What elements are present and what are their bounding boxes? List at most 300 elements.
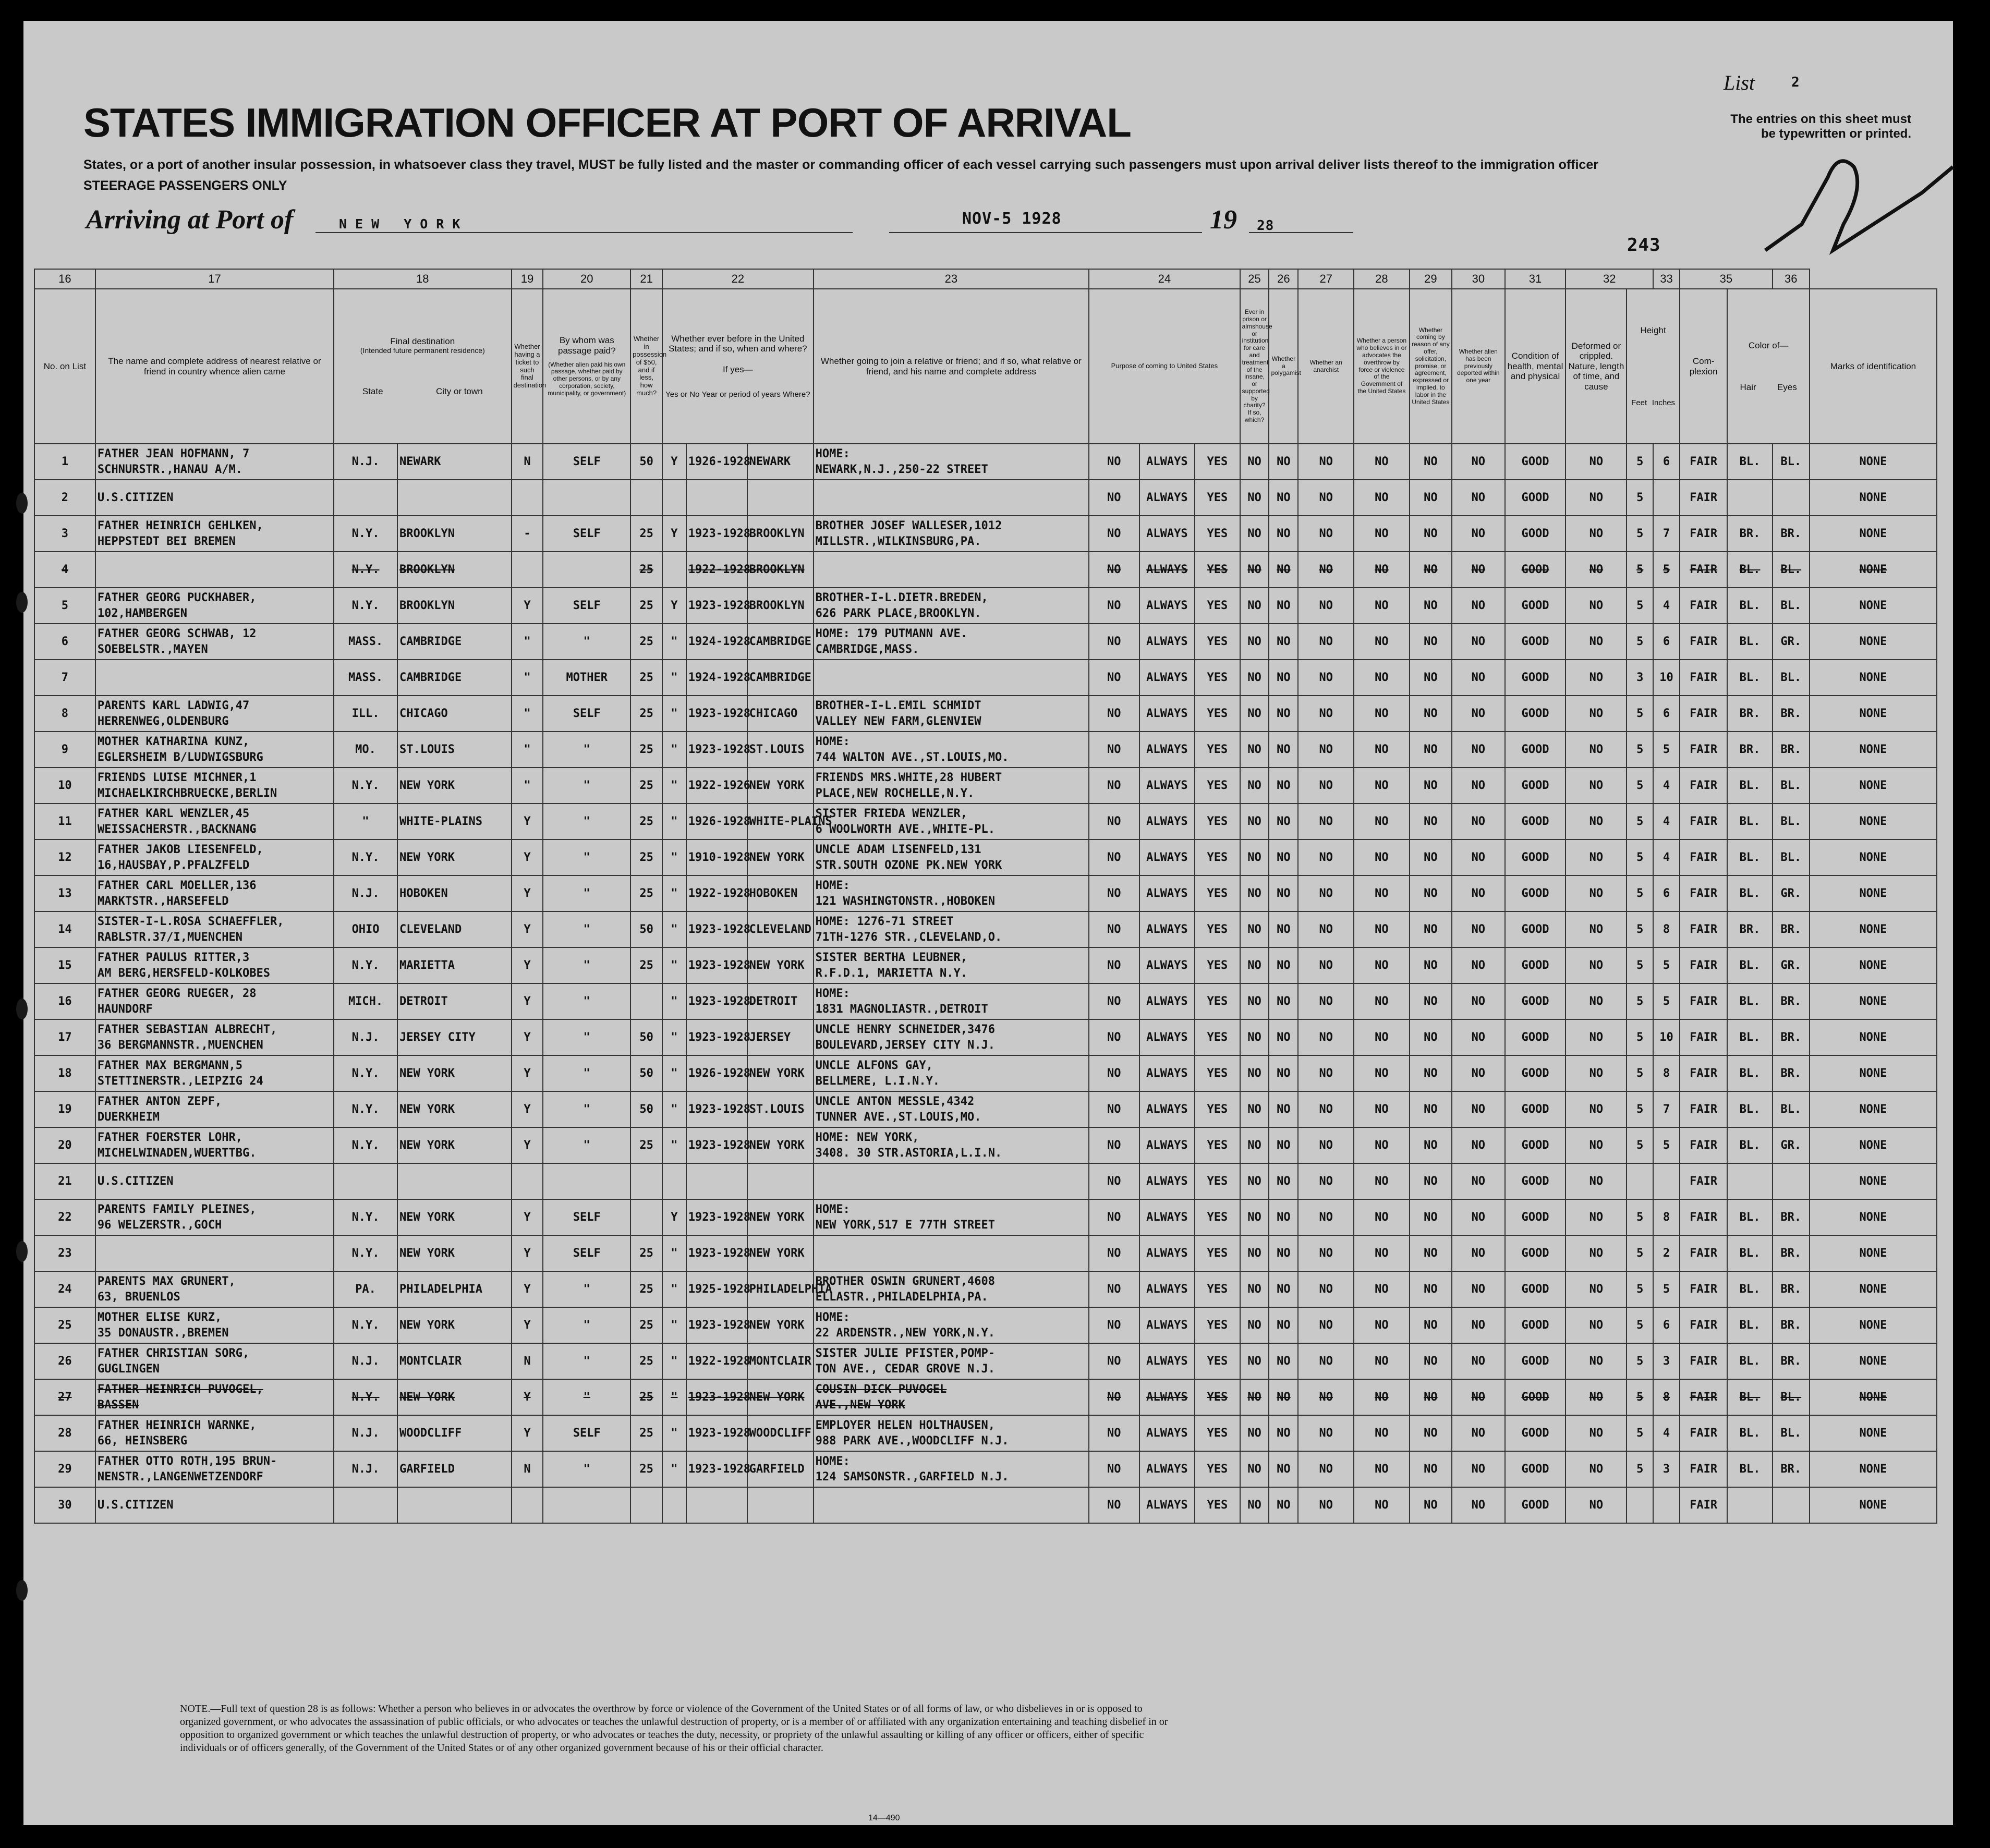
- nearest-relative-line: HERRENWEG,OLDENBURG: [97, 714, 229, 728]
- cell-nearest-relative: [95, 660, 334, 696]
- cell-hair: [1727, 1163, 1772, 1199]
- cell-years-before: 1923-1928: [686, 911, 747, 947]
- passenger-row: [34, 444, 1937, 480]
- cell-been-before: ": [662, 660, 686, 696]
- cell-marks: NONE: [1810, 1343, 1937, 1379]
- cell-height-feet: 5: [1627, 1055, 1653, 1091]
- cell-been-before: ": [662, 1019, 686, 1055]
- cell-purpose-b: ALWAYS: [1139, 1307, 1195, 1343]
- cell-years-before: 1923-1928: [686, 1379, 747, 1415]
- cell-hair: BL.: [1727, 768, 1772, 804]
- joining-relative-line: UNCLE ADAM LISENFELD,131: [815, 843, 981, 856]
- cell-nearest-relative: [95, 624, 334, 660]
- cell-destination-city: NEW YORK: [397, 1091, 511, 1127]
- cell-eyes: GR.: [1773, 947, 1810, 983]
- nearest-relative-line: FATHER OTTO ROTH,195 BRUN-: [97, 1454, 277, 1468]
- cell-marks: NONE: [1810, 947, 1937, 983]
- cell-been-before: ": [662, 876, 686, 911]
- cell-marks: NONE: [1810, 1271, 1937, 1307]
- cell-q29: NO: [1410, 1343, 1452, 1379]
- cell-q25: NO: [1240, 1271, 1269, 1307]
- cell-complexion: FAIR: [1680, 1055, 1727, 1091]
- joining-relative-line: 71TH-1276 STR.,CLEVELAND,O.: [815, 930, 1002, 944]
- passenger-row: [34, 1379, 1937, 1415]
- cell-row-number: 17: [34, 1019, 95, 1055]
- cell-purpose-c: YES: [1195, 911, 1240, 947]
- cell-q26: NO: [1269, 947, 1298, 983]
- cell-where-before: BROOKLYN: [747, 552, 814, 588]
- cell-q29: NO: [1410, 1055, 1452, 1091]
- header-no-on-list: No. on List: [34, 289, 95, 444]
- cell-joining-relative: [814, 1235, 1089, 1271]
- cell-complexion: FAIR: [1680, 1091, 1727, 1127]
- cell-purpose-c: YES: [1195, 732, 1240, 768]
- cell-passage-paid-by: ": [543, 1271, 630, 1307]
- nearest-relative-line: FATHER FOERSTER LOHR,: [97, 1130, 242, 1144]
- joining-relative-line: R.F.D.1, MARIETTA N.Y.: [815, 966, 968, 980]
- cell-eyes: BR.: [1773, 732, 1810, 768]
- cell-q28: NO: [1354, 1415, 1410, 1451]
- cell-q25: NO: [1240, 444, 1269, 480]
- form-number: 14—490: [868, 1814, 900, 1822]
- cell-purpose-b: ALWAYS: [1139, 768, 1195, 804]
- cell-purpose-c: YES: [1195, 1163, 1240, 1199]
- cell-nearest-relative: [95, 696, 334, 732]
- joining-relative-line: 22 ARDENSTR.,NEW YORK,N.Y.: [815, 1326, 996, 1340]
- cell-q30: NO: [1452, 552, 1505, 588]
- cell-eyes: [1773, 480, 1810, 516]
- cell-health: GOOD: [1505, 768, 1566, 804]
- cell-q26: NO: [1269, 876, 1298, 911]
- cell-deformed: NO: [1566, 1271, 1627, 1307]
- cell-purpose-b: ALWAYS: [1139, 1379, 1195, 1415]
- cell-row-number: 20: [34, 1127, 95, 1163]
- cell-height-inches: 4: [1653, 1415, 1680, 1451]
- cell-purpose-b: ALWAYS: [1139, 1451, 1195, 1487]
- cell-ticket: [512, 1487, 543, 1523]
- cell-q28: NO: [1354, 947, 1410, 983]
- nearest-relative-line: SISTER-I-L.ROSA SCHAEFFLER,: [97, 915, 284, 928]
- cell-hair: BR.: [1727, 516, 1772, 552]
- cell-q28: NO: [1354, 840, 1410, 876]
- joining-relative-line: HOME:: [815, 1202, 850, 1216]
- joining-relative-line: 121 WASHINGTONSTR.,HOBOKEN: [815, 894, 996, 908]
- cell-where-before: WOODCLIFF: [747, 1415, 814, 1451]
- cell-hair: BL.: [1727, 876, 1772, 911]
- nearest-relative-line: U.S.CITIZEN: [97, 1174, 174, 1188]
- cell-q25: NO: [1240, 1019, 1269, 1055]
- cell-money: 25: [630, 1235, 662, 1271]
- cell-q27: NO: [1298, 552, 1354, 588]
- cell-health: GOOD: [1505, 804, 1566, 840]
- cell-q26: NO: [1269, 444, 1298, 480]
- cell-where-before: [747, 480, 814, 516]
- cell-money: 25: [630, 732, 662, 768]
- cell-joining-relative: [814, 1307, 1089, 1343]
- cell-destination-state: N.J.: [334, 444, 397, 480]
- cell-marks: NONE: [1810, 1091, 1937, 1127]
- cell-joining-relative: [814, 624, 1089, 660]
- cell-q30: NO: [1452, 1307, 1505, 1343]
- cell-marks: NONE: [1810, 624, 1937, 660]
- cell-row-number: 1: [34, 444, 95, 480]
- cell-purpose-c: YES: [1195, 624, 1240, 660]
- cell-q28: NO: [1354, 1091, 1410, 1127]
- cell-health: GOOD: [1505, 1307, 1566, 1343]
- cell-money: 50: [630, 911, 662, 947]
- cell-q27: NO: [1298, 1451, 1354, 1487]
- cell-q29: NO: [1410, 444, 1452, 480]
- cell-years-before: 1923-1928: [686, 1127, 747, 1163]
- cell-complexion: FAIR: [1680, 947, 1727, 983]
- cell-q29: NO: [1410, 1019, 1452, 1055]
- cell-eyes: BR.: [1773, 1271, 1810, 1307]
- cell-money: 25: [630, 660, 662, 696]
- joining-relative-line: 626 PARK PLACE,BROOKLYN.: [815, 606, 981, 620]
- cell-q25: NO: [1240, 768, 1269, 804]
- cell-q30: NO: [1452, 1415, 1505, 1451]
- cell-health: GOOD: [1505, 1163, 1566, 1199]
- cell-purpose-c: YES: [1195, 480, 1240, 516]
- cell-q26: NO: [1269, 732, 1298, 768]
- cell-nearest-relative: [95, 983, 334, 1019]
- cell-purpose-b: ALWAYS: [1139, 804, 1195, 840]
- cell-eyes: BL.: [1773, 660, 1810, 696]
- cell-q28: NO: [1354, 876, 1410, 911]
- cell-complexion: FAIR: [1680, 624, 1727, 660]
- cell-been-before: ": [662, 624, 686, 660]
- cell-money: 25: [630, 624, 662, 660]
- cell-hair: BR.: [1727, 911, 1772, 947]
- cell-health: GOOD: [1505, 1199, 1566, 1235]
- cell-q29: NO: [1410, 1163, 1452, 1199]
- nearest-relative-line: WEISSACHERSTR.,BACKNANG: [97, 822, 257, 836]
- cell-where-before: JERSEY: [747, 1019, 814, 1055]
- cell-eyes: BL.: [1773, 1091, 1810, 1127]
- cell-been-before: Y: [662, 444, 686, 480]
- cell-q27: NO: [1298, 876, 1354, 911]
- cell-purpose-c: YES: [1195, 768, 1240, 804]
- cell-height-inches: 5: [1653, 947, 1680, 983]
- cell-destination-state: N.Y.: [334, 588, 397, 624]
- cell-ticket: [512, 480, 543, 516]
- cell-purpose-a: NO: [1089, 624, 1139, 660]
- cell-health: GOOD: [1505, 696, 1566, 732]
- cell-marks: NONE: [1810, 660, 1937, 696]
- cell-health: GOOD: [1505, 1343, 1566, 1379]
- cell-money: 25: [630, 840, 662, 876]
- cell-purpose-b: ALWAYS: [1139, 1343, 1195, 1379]
- cell-q26: NO: [1269, 588, 1298, 624]
- cell-where-before: ST.LOUIS: [747, 1091, 814, 1127]
- manifest-table: [34, 269, 1937, 1524]
- cell-where-before: CHICAGO: [747, 696, 814, 732]
- page-title: STATES IMMIGRATION OFFICER AT PORT OF ARRIVAL: [83, 100, 1131, 145]
- cell-purpose-c: YES: [1195, 1379, 1240, 1415]
- date-line: [889, 232, 1202, 233]
- cell-q25: NO: [1240, 516, 1269, 552]
- cell-passage-paid-by: ": [543, 1127, 630, 1163]
- header-deformed: Deformed or crippled. Nature, length of time, and cause: [1566, 289, 1627, 444]
- joining-relative-line: TUNNER AVE.,ST.LOUIS,MO.: [815, 1110, 981, 1124]
- cell-nearest-relative: [95, 1163, 334, 1199]
- cell-purpose-a: NO: [1089, 552, 1139, 588]
- header-color-of: Color of— Hair Eyes: [1727, 289, 1810, 444]
- cell-health: GOOD: [1505, 732, 1566, 768]
- cell-q30: NO: [1452, 588, 1505, 624]
- cell-destination-city: NEW YORK: [397, 1235, 511, 1271]
- cell-purpose-c: YES: [1195, 1019, 1240, 1055]
- cell-destination-state: N.Y.: [334, 1091, 397, 1127]
- cell-money: 25: [630, 1271, 662, 1307]
- passenger-row: [34, 1055, 1937, 1091]
- cell-health: GOOD: [1505, 1271, 1566, 1307]
- cell-nearest-relative: [95, 1343, 334, 1379]
- cell-health: GOOD: [1505, 1415, 1566, 1451]
- joining-relative-line: HOME:: [815, 987, 850, 1000]
- cell-ticket: ": [512, 696, 543, 732]
- cell-eyes: BR.: [1773, 1199, 1810, 1235]
- cell-health: GOOD: [1505, 983, 1566, 1019]
- cell-purpose-a: NO: [1089, 1415, 1139, 1451]
- cell-where-before: HOBOKEN: [747, 876, 814, 911]
- nearest-relative-line: FATHER MAX BERGMANN,5: [97, 1059, 242, 1072]
- cell-q25: NO: [1240, 696, 1269, 732]
- cell-purpose-c: YES: [1195, 983, 1240, 1019]
- cell-money: 25: [630, 516, 662, 552]
- cell-purpose-a: NO: [1089, 1199, 1139, 1235]
- cell-purpose-c: YES: [1195, 588, 1240, 624]
- nearest-relative-line: U.S.CITIZEN: [97, 1498, 174, 1512]
- nearest-relative-line: 66, HEINSBERG: [97, 1434, 188, 1448]
- cell-purpose-a: NO: [1089, 1379, 1139, 1415]
- cell-money: 25: [630, 696, 662, 732]
- cell-q29: NO: [1410, 1415, 1452, 1451]
- cell-row-number: 10: [34, 768, 95, 804]
- cell-q28: NO: [1354, 1451, 1410, 1487]
- cell-row-number: 11: [34, 804, 95, 840]
- cell-been-before: ": [662, 947, 686, 983]
- cell-health: GOOD: [1505, 1091, 1566, 1127]
- nearest-relative-line: HEPPSTEDT BEI BREMEN: [97, 534, 236, 548]
- cell-q26: NO: [1269, 1163, 1298, 1199]
- cell-money: 25: [630, 947, 662, 983]
- cell-marks: NONE: [1810, 1199, 1937, 1235]
- cell-joining-relative: [814, 1487, 1089, 1523]
- cell-purpose-b: ALWAYS: [1139, 444, 1195, 480]
- cell-hair: BL.: [1727, 1019, 1772, 1055]
- nearest-relative-line: FATHER PAULUS RITTER,3: [97, 951, 250, 964]
- cell-q28: NO: [1354, 660, 1410, 696]
- joining-relative-line: ELLASTR.,PHILADELPHIA,PA.: [815, 1290, 988, 1304]
- cell-hair: BL.: [1727, 444, 1772, 480]
- cell-passage-paid-by: ": [543, 840, 630, 876]
- cell-purpose-b: ALWAYS: [1139, 876, 1195, 911]
- passenger-row: [34, 1451, 1937, 1487]
- cell-complexion: FAIR: [1680, 1127, 1727, 1163]
- cell-row-number: 19: [34, 1091, 95, 1127]
- cell-q26: NO: [1269, 516, 1298, 552]
- cell-destination-city: [397, 1163, 511, 1199]
- cell-row-number: 7: [34, 660, 95, 696]
- cell-joining-relative: [814, 768, 1089, 804]
- cell-passage-paid-by: SELF: [543, 588, 630, 624]
- nearest-relative-line: FATHER SEBASTIAN ALBRECHT,: [97, 1023, 277, 1036]
- passenger-row: [34, 1307, 1937, 1343]
- cell-been-before: ": [662, 1091, 686, 1127]
- cell-ticket: Y: [512, 840, 543, 876]
- cell-height-feet: 5: [1627, 696, 1653, 732]
- cell-eyes: BR.: [1773, 1307, 1810, 1343]
- cell-health: GOOD: [1505, 480, 1566, 516]
- cell-q25: NO: [1240, 1379, 1269, 1415]
- binding-hole: [16, 493, 28, 514]
- cell-passage-paid-by: [543, 1163, 630, 1199]
- cell-q29: NO: [1410, 1379, 1452, 1415]
- cell-eyes: GR.: [1773, 876, 1810, 911]
- cell-q28: NO: [1354, 983, 1410, 1019]
- cell-q30: NO: [1452, 804, 1505, 840]
- cell-years-before: 1922-1928: [686, 552, 747, 588]
- cell-hair: BL.: [1727, 1307, 1772, 1343]
- cell-years-before: 1923-1928: [686, 983, 747, 1019]
- cell-height-inches: 6: [1653, 1307, 1680, 1343]
- cell-hair: BL.: [1727, 588, 1772, 624]
- cell-deformed: NO: [1566, 1055, 1627, 1091]
- cell-joining-relative: [814, 1379, 1089, 1415]
- cell-q29: NO: [1410, 588, 1452, 624]
- cell-joining-relative: [814, 983, 1089, 1019]
- cell-complexion: FAIR: [1680, 1235, 1727, 1271]
- passenger-row: [34, 840, 1937, 876]
- cell-q25: NO: [1240, 947, 1269, 983]
- cell-destination-city: NEW YORK: [397, 1055, 511, 1091]
- cell-q26: NO: [1269, 1487, 1298, 1523]
- cell-marks: NONE: [1810, 983, 1937, 1019]
- cell-height-inches: 5: [1653, 983, 1680, 1019]
- cell-passage-paid-by: ": [543, 1019, 630, 1055]
- cell-joining-relative: [814, 696, 1089, 732]
- cell-years-before: 1923-1928: [686, 1415, 747, 1451]
- cell-ticket: Y: [512, 1091, 543, 1127]
- cell-marks: NONE: [1810, 840, 1937, 876]
- cell-years-before: 1923-1928: [686, 1199, 747, 1235]
- cell-purpose-b: ALWAYS: [1139, 947, 1195, 983]
- cell-purpose-c: YES: [1195, 696, 1240, 732]
- cell-q27: NO: [1298, 660, 1354, 696]
- cell-purpose-a: NO: [1089, 516, 1139, 552]
- cell-q28: NO: [1354, 1487, 1410, 1523]
- cell-q28: NO: [1354, 1019, 1410, 1055]
- passenger-row: [34, 1199, 1937, 1235]
- cell-purpose-a: NO: [1089, 444, 1139, 480]
- cell-q28: NO: [1354, 1163, 1410, 1199]
- cell-destination-city: MARIETTA: [397, 947, 511, 983]
- joining-relative-line: NEW YORK,517 E 77TH STREET: [815, 1218, 996, 1232]
- cell-marks: NONE: [1810, 444, 1937, 480]
- cell-nearest-relative: [95, 804, 334, 840]
- cell-destination-state: N.Y.: [334, 768, 397, 804]
- cell-destination-state: N.Y.: [334, 1235, 397, 1271]
- cell-height-feet: 5: [1627, 732, 1653, 768]
- cell-deformed: NO: [1566, 768, 1627, 804]
- nearest-relative-line: NENSTR.,LANGENWETZENDORF: [97, 1470, 263, 1484]
- cell-row-number: 14: [34, 911, 95, 947]
- cell-nearest-relative: [95, 1379, 334, 1415]
- cell-height-inches: 6: [1653, 696, 1680, 732]
- cell-deformed: NO: [1566, 1415, 1627, 1451]
- nearest-relative-line: FATHER HEINRICH GEHLKEN,: [97, 519, 263, 532]
- binding-hole: [16, 999, 28, 1019]
- cell-passage-paid-by: SELF: [543, 1199, 630, 1235]
- cell-complexion: FAIR: [1680, 1343, 1727, 1379]
- cell-deformed: NO: [1566, 840, 1627, 876]
- cell-passage-paid-by: [543, 552, 630, 588]
- cell-health: GOOD: [1505, 840, 1566, 876]
- cell-purpose-c: YES: [1195, 1271, 1240, 1307]
- cell-purpose-a: NO: [1089, 840, 1139, 876]
- cell-q30: NO: [1452, 1379, 1505, 1415]
- cell-q25: NO: [1240, 911, 1269, 947]
- cell-purpose-b: ALWAYS: [1139, 1091, 1195, 1127]
- cell-row-number: 23: [34, 1235, 95, 1271]
- cell-where-before: CAMBRIDGE: [747, 624, 814, 660]
- port-line: [316, 232, 853, 233]
- cell-been-before: ": [662, 983, 686, 1019]
- cell-passage-paid-by: ": [543, 1091, 630, 1127]
- cell-passage-paid-by: ": [543, 1343, 630, 1379]
- cell-health: GOOD: [1505, 588, 1566, 624]
- cell-where-before: NEW YORK: [747, 1199, 814, 1235]
- cell-q25: NO: [1240, 1055, 1269, 1091]
- cell-destination-city: CAMBRIDGE: [397, 660, 511, 696]
- cell-joining-relative: [814, 840, 1089, 876]
- joining-relative-line: VALLEY NEW FARM,GLENVIEW: [815, 714, 981, 728]
- cell-complexion: FAIR: [1680, 1307, 1727, 1343]
- nearest-relative-line: FATHER JAKOB LIESENFELD,: [97, 843, 263, 856]
- cell-purpose-b: ALWAYS: [1139, 911, 1195, 947]
- cell-where-before: NEW YORK: [747, 1055, 814, 1091]
- cell-q28: NO: [1354, 696, 1410, 732]
- cell-complexion: FAIR: [1680, 588, 1727, 624]
- cell-destination-city: JERSEY CITY: [397, 1019, 511, 1055]
- cell-destination-city: NEW YORK: [397, 1199, 511, 1235]
- cell-ticket: [512, 1163, 543, 1199]
- cell-height-inches: 8: [1653, 1055, 1680, 1091]
- cell-been-before: ": [662, 1127, 686, 1163]
- cell-destination-state: N.Y.: [334, 1307, 397, 1343]
- cell-height-inches: 7: [1653, 1091, 1680, 1127]
- joining-relative-line: 3408. 30 STR.ASTORIA,L.I.N.: [815, 1146, 1002, 1160]
- cell-complexion: FAIR: [1680, 444, 1727, 480]
- cell-row-number: 27: [34, 1379, 95, 1415]
- cell-purpose-c: YES: [1195, 1199, 1240, 1235]
- cell-complexion: FAIR: [1680, 804, 1727, 840]
- cell-passage-paid-by: SELF: [543, 516, 630, 552]
- cell-years-before: [686, 1487, 747, 1523]
- cell-where-before: NEWARK: [747, 444, 814, 480]
- year-prefix: 19: [1210, 205, 1237, 235]
- cell-height-feet: 5: [1627, 588, 1653, 624]
- cell-destination-state: N.J.: [334, 1343, 397, 1379]
- joining-relative-line: MILLSTR.,WILKINSBURG,PA.: [815, 534, 981, 548]
- cell-purpose-a: NO: [1089, 876, 1139, 911]
- cell-destination-state: ILL.: [334, 696, 397, 732]
- cell-money: [630, 983, 662, 1019]
- cell-eyes: BR.: [1773, 696, 1810, 732]
- cell-row-number: 24: [34, 1271, 95, 1307]
- cell-q27: NO: [1298, 983, 1354, 1019]
